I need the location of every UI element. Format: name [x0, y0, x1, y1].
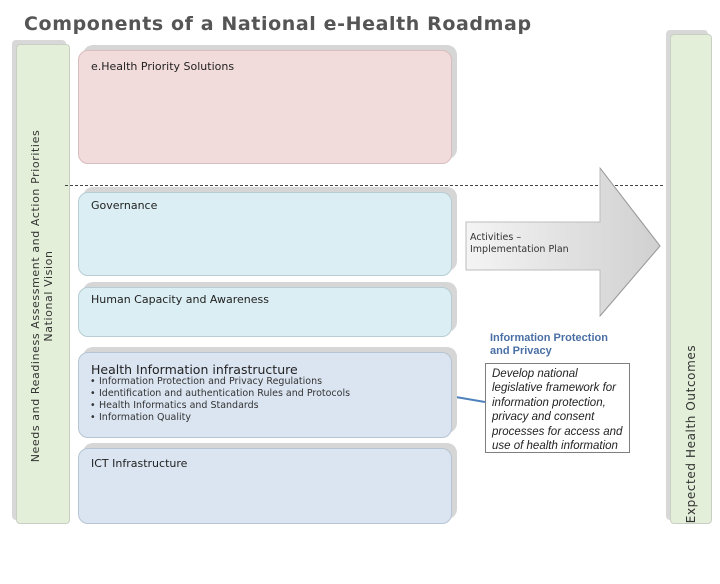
list-item: • Health Informatics and Standards: [90, 400, 259, 411]
activities-line: Activities –: [470, 232, 522, 243]
callout-title: [490, 332, 630, 358]
callout-line: use of health information: [492, 440, 618, 453]
callout-line: legislative framework for: [492, 382, 616, 395]
expected-outcomes-label: Expected Health Outcomes: [684, 344, 698, 524]
governance-box: [78, 192, 452, 276]
page-title: Components of a National e-Health Roadmap: [24, 13, 532, 35]
national-vision-line: National Vision: [42, 250, 55, 342]
governance-label: Governance: [91, 199, 158, 212]
list-item: • Information Protection and Privacy Regulations: [90, 376, 323, 387]
list-item: • Identification and authentication Rules and Protocols: [90, 388, 351, 399]
list-item: • Information Quality: [90, 412, 191, 423]
activities-arrow-label: [470, 232, 569, 256]
health-info-infrastructure-label: Health Information infrastructure: [91, 362, 298, 377]
callout-line: Develop national: [492, 368, 578, 380]
human-capacity-box: [78, 287, 452, 337]
infrastructure-list: [90, 376, 350, 424]
priority-solutions-label: e.Health Priority Solutions: [91, 60, 235, 73]
callout-line: information protection,: [492, 396, 606, 409]
needs-readiness-line: Needs and Readiness Assessment and Action Priorities: [29, 129, 42, 463]
callout-line: privacy and consent: [492, 411, 595, 424]
callout-line: processes for access and: [492, 425, 623, 438]
callout-box: [485, 363, 630, 453]
callout-title-line: Information Protection: [490, 332, 608, 344]
ict-infrastructure-box: [78, 448, 452, 524]
implementation-plan-line: Implementation Plan: [470, 244, 569, 255]
human-capacity-label: Human Capacity and Awareness: [91, 293, 269, 306]
callout-title-line: and Privacy: [490, 345, 552, 357]
ict-infrastructure-label: ICT Infrastructure: [91, 457, 188, 470]
